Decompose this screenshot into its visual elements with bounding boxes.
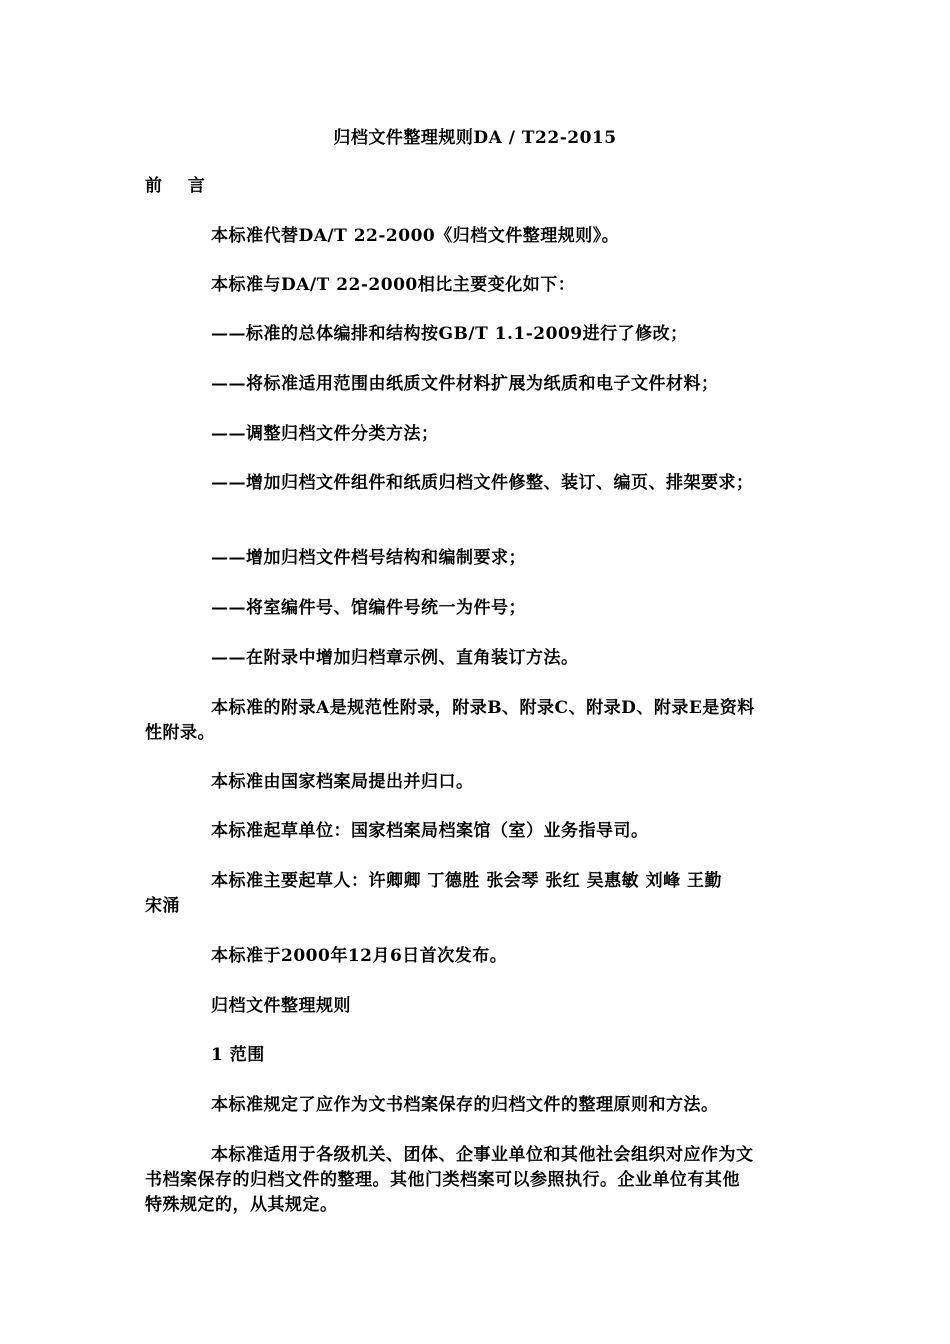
drafters-para-line: 宋涌	[145, 896, 180, 916]
appendix-para-line: 本标准的附录A是规范性附录，附录B、附录C、附录D、附录E是资料	[211, 698, 755, 718]
document-title: 归档文件整理规则DA / T22-2015	[333, 128, 617, 148]
section-heading: 1 范围	[211, 1045, 265, 1065]
drafting-unit-para: 本标准起草单位：国家档案局档案馆（室）业务指导司。	[211, 821, 649, 841]
para-changes-intro: 本标准与DA/T 22-2000相比主要变化如下：	[211, 275, 576, 295]
first-release-para: 本标准于2000年12月6日首次发布。	[211, 946, 508, 966]
drafters-para-line: 本标准主要起草人：许卿卿 丁德胜 张会琴 张红 吴惠敏 刘峰 王勤	[211, 871, 723, 891]
scope-para-line: 特殊规定的，从其规定。	[145, 1195, 338, 1215]
change-item: ——增加归档文件组件和纸质归档文件修整、装订、编页、排架要求；	[211, 473, 754, 493]
rules-title: 归档文件整理规则	[211, 996, 351, 1016]
scope-para-line: 本标准适用于各级机关、团体、企事业单位和其他社会组织对应作为文	[211, 1145, 754, 1165]
proposed-by-para: 本标准由国家档案局提出并归口。	[211, 772, 474, 792]
change-item: ——调整归档文件分类方法；	[211, 424, 439, 444]
change-item: ——标准的总体编排和结构按GB/T 1.1-2009进行了修改；	[211, 324, 688, 344]
scope-para: 本标准规定了应作为文书档案保存的归档文件的整理原则和方法。	[211, 1095, 719, 1115]
change-item: ——在附录中增加归档章示例、直角装订方法。	[211, 648, 579, 668]
appendix-para-line: 性附录。	[145, 723, 215, 743]
para-replace: 本标准代替DA/T 22-2000《归档文件整理规则》。	[211, 226, 620, 246]
change-item: ——将标准适用范围由纸质文件材料扩展为纸质和电子文件材料；	[211, 374, 719, 394]
change-item: ——增加归档文件档号结构和编制要求；	[211, 548, 526, 568]
change-item: ——将室编件号、馆编件号统一为件号；	[211, 598, 526, 618]
preface-heading: 前 言	[145, 176, 215, 196]
scope-para-line: 书档案保存的归档文件的整理。其他门类档案可以参照执行。企业单位有其他	[145, 1170, 740, 1190]
